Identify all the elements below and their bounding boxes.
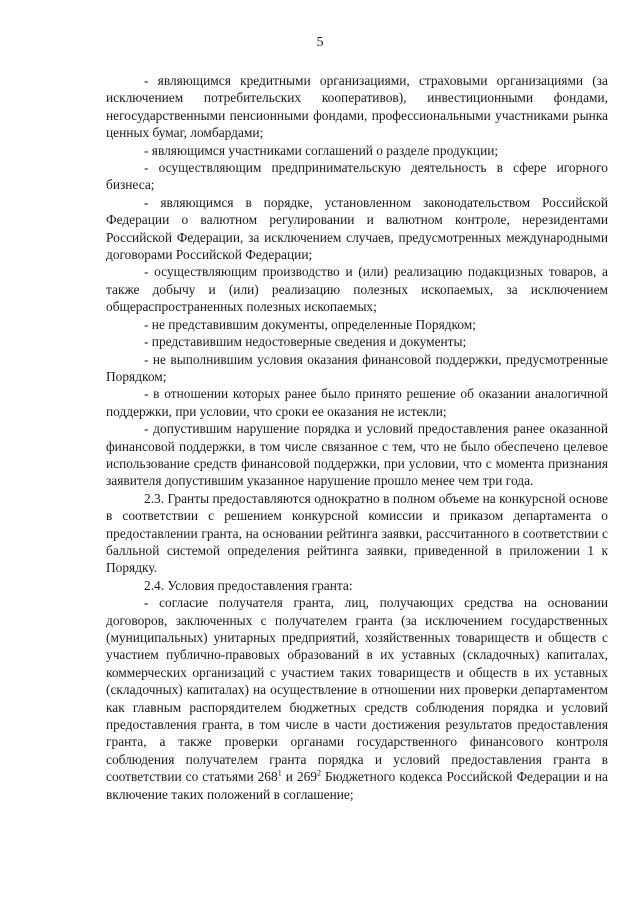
page-number: 5 <box>316 35 324 50</box>
paragraph: - являющимся в порядке, установленном законодательством Российской Федерации о валютном регулировании и валютном контроле, нерезидентами Российской Федерации, за исключением случаев, предусмотренных международными договорами Российской Федерации; <box>106 194 608 263</box>
superscript: 2 <box>316 768 321 778</box>
paragraph: - не выполнившим условия оказания финансовой поддержки, предусмотренные Порядком; <box>106 351 608 384</box>
paragraph: - в отношении которых ранее было принято решение об оказании аналогичной поддержки, при условии, что сроки ее оказания не истекли; <box>106 386 608 419</box>
paragraph: - осуществляющим предпринимательскую деятельность в сфере игорного бизнеса; <box>106 160 608 193</box>
paragraph: - допустившим нарушение порядка и условий предоставления ранее оказанной финансовой поддержки, в том числе связанное с тем, что не было обеспечено целевое использование средств финансовой поддержки, при условии, что с момента признания заявителя допустившим указанное нарушение прошло менее чем три года. <box>106 421 608 489</box>
paragraph-conditions <box>106 594 608 803</box>
paragraph: 2.4. Условия предоставления гранта: <box>144 577 353 593</box>
paragraph: - осуществляющим производство и (или) реализацию подакцизных товаров, а также добычу и (или) реализацию полезных ископаемых, за исключением общераспространенных полезных ископаемых; <box>106 264 608 315</box>
paragraph: - представившим недостоверные сведения и документы; <box>144 334 467 350</box>
paragraph-text: и 269 <box>281 769 317 785</box>
paragraph-text: - согласие получателя гранта, лиц, получающих средства на основании договоров, заключенных с получателем гранта (за исключением государственных (муниципальных) унитарных предприятий, хозяйственных товариществ и обществ с участием публично-правовых образований в их уставных (складочных) капиталах, коммерческих организаций с участием таких товариществ и обществ в их уставных (складочных) капиталах) на осуществление в отношении них проверки департаментом как главным распорядителем бюджетных средств соблюдения порядка и условий предоставления гранта, в том числе в части достижения результатов предоставления гранта, а также проверки органами государственного финансового контроля соблюдения получателем гранта порядка и условий предоставления гранта в соответствии со статьями 268 <box>106 595 608 785</box>
document-body <box>106 72 608 803</box>
paragraph: - не представившим документы, определенные Порядком; <box>144 316 477 332</box>
paragraph-text: Бюджетного кодекса Российской Федерации и на включение таких положений в соглашение; <box>106 769 608 802</box>
paragraph: 2.3. Гранты предоставляются однократно в полном объеме на конкурсной основе в соответствии с решением конкурсной комиссии и приказом департамента о предоставлении гранта, на основании рейтинга заявки, рассчитанного в соответствии с балльной системой определения рейтинга заявки, приведенной в приложении 1 к Порядку. <box>106 490 608 576</box>
paragraph: - являющимся участниками соглашений о разделе продукции; <box>144 142 499 158</box>
superscript: 1 <box>277 768 282 778</box>
paragraph: - являющимся кредитными организациями, страховыми организациями (за исключением потребительских кооперативов), инвестиционными фондами, негосударственными пенсионными фондами, профессиональными участниками рынка ценных бумаг, ломбардами; <box>106 73 608 141</box>
